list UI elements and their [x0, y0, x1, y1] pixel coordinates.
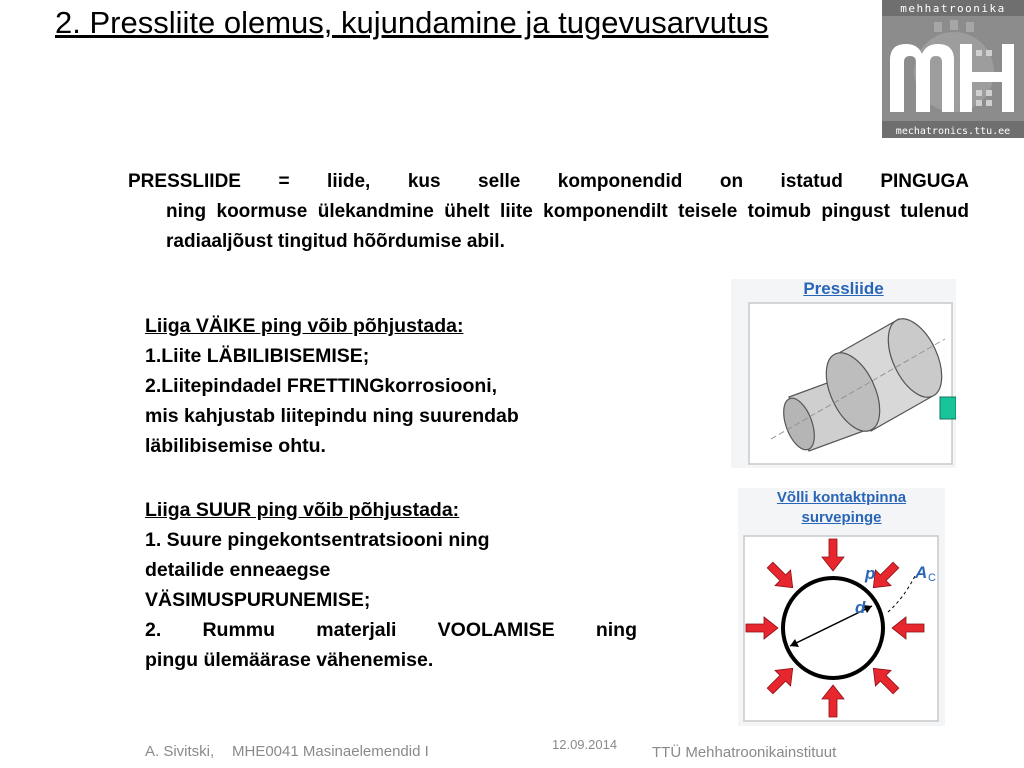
footer-institute: TTÜ Mehhatroonikainstituut: [652, 744, 837, 761]
label-d: d: [855, 598, 866, 617]
definition-first-line: PRESSLIIDE = liide, kus selle komponendid on istatud PINGUGA: [128, 171, 969, 192]
large-fit-block: [145, 495, 637, 675]
pressliide-definition: [128, 167, 969, 257]
figure1-title: Pressliide: [803, 279, 884, 298]
list-item: 2. Rummu materjali VOOLAMISE ning: [145, 619, 637, 641]
footer-date: 12.09.2014: [552, 737, 618, 752]
list-item: 1. Suure pingekontsentratsiooni ning: [145, 529, 490, 551]
logo-bottom-text: mechatronics.ttu.ee: [895, 126, 1011, 137]
pressliide-figure: [731, 279, 956, 468]
label-a: A: [915, 563, 928, 582]
contact-pressure-figure: [738, 488, 945, 726]
large-fit-heading: Liiga SUUR ping võib põhjustada:: [145, 499, 460, 521]
list-item: läbilibisemise ohtu.: [145, 435, 326, 457]
logo-top-text: mehhatroonika: [900, 2, 1006, 15]
definition-continuation: ning koormuse ülekandmine ühelt liite komponendilt teisele toimub pingust tulenud radiaaljõust tingitud hõõrdumise abil.: [166, 201, 969, 252]
list-item: 1.Liite LÄBILIBISEMISE;: [145, 345, 370, 367]
label-p: p: [865, 564, 876, 583]
footer-author: A. Sivitski,: [145, 743, 215, 760]
label-a-subscript: C: [928, 572, 936, 584]
small-fit-block: [145, 311, 637, 461]
figure2-title-line1: Võlli kontaktpinna: [776, 489, 907, 506]
footer-course: MHE0041 Masinaelemendid I: [232, 743, 429, 760]
mehhatroonika-logo: [882, 0, 1024, 138]
list-item: VÄSIMUSPURUNEMISE;: [145, 589, 371, 611]
list-item: detailide enneaegse: [145, 559, 331, 581]
small-fit-heading: Liiga VÄIKE ping võib põhjustada:: [145, 315, 464, 337]
slide-title: 2. Pressliite olemus, kujundamine ja tugevusarvutus: [55, 5, 769, 40]
figure2-title-line2: survepinge: [801, 509, 882, 526]
list-item: 2.Liitepindadel FRETTINGkorrosiooni,: [145, 375, 498, 397]
green-tab: [940, 397, 956, 419]
list-item: pingu ülemäärase vähenemise.: [145, 649, 434, 671]
list-item: mis kahjustab liitepindu ning suurendab: [145, 405, 519, 427]
